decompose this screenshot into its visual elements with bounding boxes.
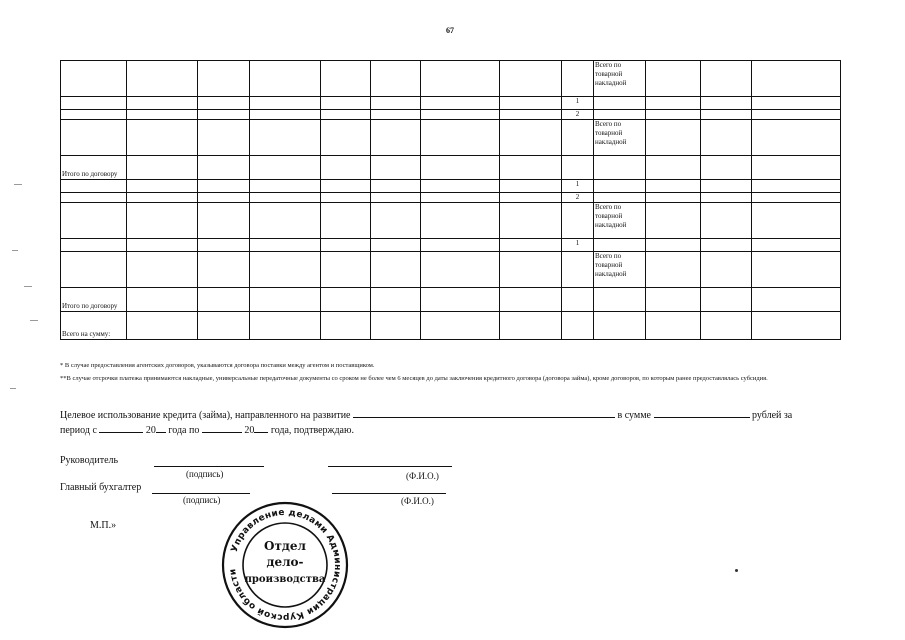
table-cell <box>500 252 562 288</box>
row-label-cell: Итого по договору <box>61 288 127 312</box>
table-cell <box>198 180 250 193</box>
row-label-cell <box>61 120 127 156</box>
year-to-blank <box>254 422 268 433</box>
table-cell <box>752 312 841 340</box>
table-row <box>61 239 841 252</box>
table-cell <box>371 252 421 288</box>
table-cell <box>371 288 421 312</box>
table-cell <box>500 97 562 110</box>
table-cell <box>371 193 421 203</box>
row-number-cell <box>562 252 594 288</box>
table-cell <box>500 61 562 97</box>
table-cell <box>198 203 250 239</box>
table-cell <box>421 252 500 288</box>
row-label-cell <box>61 97 127 110</box>
row-number-cell <box>562 288 594 312</box>
page-number: 67 <box>446 26 454 35</box>
year-prefix-to: 20 <box>244 425 255 436</box>
table-cell <box>250 110 321 120</box>
table-cell <box>371 97 421 110</box>
table-cell <box>701 239 752 252</box>
invoice-total-cell <box>594 156 646 180</box>
table-cell <box>752 180 841 193</box>
invoice-total-cell <box>594 193 646 203</box>
table-cell <box>500 312 562 340</box>
table-row <box>61 193 841 203</box>
table-cell <box>646 61 701 97</box>
table-cell <box>701 97 752 110</box>
table-cell <box>371 156 421 180</box>
head-signature-line <box>154 466 264 467</box>
table-row <box>61 61 841 97</box>
invoice-total-cell: Всего по товарной накладной <box>594 252 646 288</box>
table-cell <box>500 193 562 203</box>
period-to-label: года по <box>168 425 200 436</box>
table-cell <box>198 156 250 180</box>
table-row <box>61 203 841 239</box>
table-cell <box>250 120 321 156</box>
table-cell <box>752 288 841 312</box>
table-cell <box>198 97 250 110</box>
table-cell <box>371 312 421 340</box>
row-number-cell <box>562 156 594 180</box>
row-label-cell <box>61 180 127 193</box>
table-cell <box>646 288 701 312</box>
table-cell <box>646 239 701 252</box>
table-cell <box>321 180 371 193</box>
footnote-agent-contracts: * В случае предоставления агентских договоров, указываются договора поставки между агентом и поставщиком. <box>60 362 375 369</box>
invoice-total-cell <box>594 288 646 312</box>
purpose-statement <box>60 407 840 437</box>
table-cell <box>127 288 198 312</box>
table-cell <box>321 288 371 312</box>
table-cell <box>250 239 321 252</box>
table-cell <box>371 203 421 239</box>
purpose-line-2 <box>60 422 840 437</box>
table-cell <box>701 203 752 239</box>
invoice-total-cell <box>594 312 646 340</box>
table-cell <box>646 203 701 239</box>
table-cell <box>421 110 500 120</box>
row-number-cell <box>562 61 594 97</box>
table-cell <box>371 239 421 252</box>
table-cell <box>752 156 841 180</box>
scan-edge-mark <box>10 388 16 389</box>
scan-edge-mark <box>12 250 18 251</box>
invoice-total-cell <box>594 239 646 252</box>
currency-label: рублей за <box>752 410 793 421</box>
table-cell <box>500 120 562 156</box>
table-cell <box>701 288 752 312</box>
table-cell <box>250 156 321 180</box>
table-cell <box>250 180 321 193</box>
stamp-center-line-2: дело- <box>266 555 304 569</box>
table-cell <box>701 156 752 180</box>
table-cell <box>701 193 752 203</box>
table-cell <box>321 312 371 340</box>
table-cell <box>646 312 701 340</box>
amount-blank <box>654 407 750 418</box>
table-cell <box>701 312 752 340</box>
row-number-cell <box>562 203 594 239</box>
table-cell <box>198 120 250 156</box>
table-row <box>61 120 841 156</box>
table-cell <box>127 252 198 288</box>
table-cell <box>646 120 701 156</box>
row-label-cell <box>61 193 127 203</box>
period-from-label: период с <box>60 425 97 436</box>
invoice-total-cell <box>594 110 646 120</box>
row-number-cell: 1 <box>562 180 594 193</box>
table-cell <box>127 61 198 97</box>
table-cell <box>198 110 250 120</box>
table-cell <box>421 120 500 156</box>
table-cell <box>752 239 841 252</box>
table-cell <box>250 61 321 97</box>
stamp-center-line-3: производства <box>244 574 326 585</box>
accountant-signature-line <box>152 493 250 494</box>
accountant-name-line <box>332 493 446 494</box>
row-number-cell: 1 <box>562 239 594 252</box>
table-cell <box>421 180 500 193</box>
table-cell <box>500 288 562 312</box>
chief-accountant-label: Главный бухгалтер <box>60 482 142 493</box>
period-from-blank <box>99 422 143 433</box>
row-label-cell <box>61 239 127 252</box>
table-cell <box>701 110 752 120</box>
table-cell <box>421 203 500 239</box>
table-row <box>61 180 841 193</box>
invoice-total-cell: Всего по товарной накладной <box>594 61 646 97</box>
accountant-name-caption: (Ф.И.О.) <box>401 496 434 506</box>
table-cell <box>321 193 371 203</box>
table-cell <box>701 61 752 97</box>
purpose-line-1 <box>60 407 840 422</box>
table-cell <box>371 110 421 120</box>
table-cell <box>500 180 562 193</box>
table-cell <box>127 120 198 156</box>
table-cell <box>127 312 198 340</box>
row-label-cell: Итого по договору <box>61 156 127 180</box>
table-row <box>61 110 841 120</box>
row-label-cell <box>61 61 127 97</box>
table-cell <box>198 193 250 203</box>
invoice-total-cell <box>594 180 646 193</box>
table-cell <box>701 180 752 193</box>
table-cell <box>371 180 421 193</box>
table-cell <box>752 193 841 203</box>
table-row <box>61 97 841 110</box>
table-cell <box>646 252 701 288</box>
table-cell <box>250 97 321 110</box>
accountant-signature-caption: (подпись) <box>183 495 221 505</box>
year-prefix-from: 20 <box>145 425 156 436</box>
table-cell <box>646 156 701 180</box>
table-cell <box>500 110 562 120</box>
table-row <box>61 252 841 288</box>
table-row <box>61 156 841 180</box>
table-cell <box>752 252 841 288</box>
table-cell <box>421 97 500 110</box>
table-cell <box>127 97 198 110</box>
table-cell <box>752 120 841 156</box>
table-cell <box>198 252 250 288</box>
row-label-cell <box>61 110 127 120</box>
table-cell <box>500 203 562 239</box>
table-cell <box>127 193 198 203</box>
amount-label: в сумме <box>617 410 651 421</box>
report-table-body <box>61 61 841 340</box>
table-cell <box>752 97 841 110</box>
row-label-cell: Всего на сумму: <box>61 312 127 340</box>
head-signature-caption: (подпись) <box>186 469 224 479</box>
table-cell <box>752 61 841 97</box>
report-table <box>60 60 841 340</box>
department-stamp <box>220 500 350 630</box>
seal-place-label: М.П.» <box>90 520 117 531</box>
row-number-cell <box>562 312 594 340</box>
table-cell <box>127 239 198 252</box>
invoice-total-cell: Всего по товарной накладной <box>594 203 646 239</box>
table-cell <box>371 120 421 156</box>
table-row <box>61 288 841 312</box>
development-purpose-blank <box>353 407 615 418</box>
scan-speck <box>735 569 738 572</box>
table-cell <box>127 110 198 120</box>
scan-edge-mark <box>30 320 38 321</box>
table-cell <box>250 312 321 340</box>
table-cell <box>198 312 250 340</box>
row-label-cell <box>61 203 127 239</box>
invoice-total-cell: Всего по товарной накладной <box>594 120 646 156</box>
table-cell <box>421 193 500 203</box>
table-cell <box>752 110 841 120</box>
table-cell <box>321 156 371 180</box>
table-cell <box>321 97 371 110</box>
table-cell <box>250 193 321 203</box>
scan-edge-mark <box>14 184 22 185</box>
period-to-blank <box>202 422 242 433</box>
table-cell <box>198 288 250 312</box>
table-cell <box>701 252 752 288</box>
table-cell <box>127 156 198 180</box>
table-cell <box>321 61 371 97</box>
table-cell <box>198 239 250 252</box>
purpose-text: Целевое использование кредита (займа), направленного на развитие <box>60 410 351 421</box>
table-cell <box>127 180 198 193</box>
scan-edge-mark <box>24 286 32 287</box>
table-cell <box>421 156 500 180</box>
table-row <box>61 312 841 340</box>
table-cell <box>250 203 321 239</box>
row-number-cell <box>562 120 594 156</box>
table-cell <box>646 97 701 110</box>
table-cell <box>752 203 841 239</box>
table-cell <box>421 61 500 97</box>
table-cell <box>500 156 562 180</box>
table-cell <box>371 61 421 97</box>
table-cell <box>646 110 701 120</box>
table-cell <box>321 239 371 252</box>
row-number-cell: 1 <box>562 97 594 110</box>
table-cell <box>421 312 500 340</box>
row-number-cell: 2 <box>562 193 594 203</box>
table-cell <box>321 120 371 156</box>
stamp-ring-text: Управление делами Администрации Курской области <box>228 507 343 623</box>
table-cell <box>198 61 250 97</box>
table-cell <box>321 203 371 239</box>
head-name-caption: (Ф.И.О.) <box>406 471 439 481</box>
table-cell <box>646 193 701 203</box>
table-cell <box>646 180 701 193</box>
row-number-cell: 2 <box>562 110 594 120</box>
stamp-center-line-1: Отдел <box>264 539 306 553</box>
table-cell <box>421 239 500 252</box>
footnote-payment-deferral: **В случае отсрочки платежа принимаются накладные, универсальные передаточные документы со сроком не более чем 6 месяцев до даты заключения кредитного договора (договора займа), кроме договоров, по которым ранее предоставлялась субсидия. <box>60 375 768 382</box>
head-label: Руководитель <box>60 455 119 466</box>
table-cell <box>421 288 500 312</box>
table-cell <box>250 252 321 288</box>
table-cell <box>250 288 321 312</box>
table-cell <box>127 203 198 239</box>
head-name-line <box>328 466 452 467</box>
table-cell <box>500 239 562 252</box>
invoice-total-cell <box>594 97 646 110</box>
table-cell <box>701 120 752 156</box>
row-label-cell <box>61 252 127 288</box>
year-from-blank <box>156 422 166 433</box>
table-cell <box>321 252 371 288</box>
confirmation-text: года, подтверждаю. <box>270 425 354 436</box>
table-cell <box>321 110 371 120</box>
